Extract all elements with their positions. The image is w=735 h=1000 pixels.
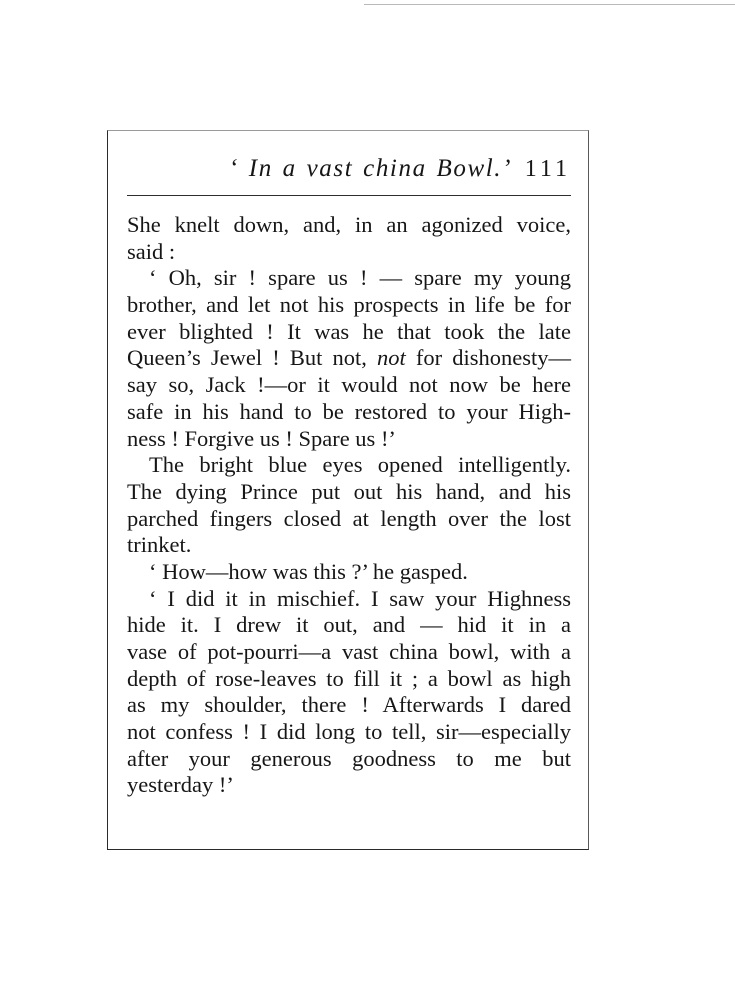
text-line: ‘ I did it in mischief. I saw your Highness xyxy=(149,585,571,611)
text-line: safe in his hand to be restored to your High- xyxy=(127,398,571,424)
top-edge-rule xyxy=(364,4,735,5)
text-line: as my shoulder, there ! Afterwards I dared xyxy=(127,692,571,718)
text-line xyxy=(127,345,571,372)
text-line: She knelt down, and, in an agonized voice, xyxy=(127,212,571,237)
text-line: yesterday !’ xyxy=(127,772,234,798)
text-line: after your generous goodness to me but xyxy=(127,745,571,771)
text-segment: for dishonesty— xyxy=(405,345,571,371)
text-line: hide it. I drew it out, and — hid it in a xyxy=(127,612,571,638)
text-line: not confess ! I did long to tell, sir—especially xyxy=(127,719,571,745)
text-line: trinket. xyxy=(127,532,192,558)
text-line: The dying Prince put out his hand, and his xyxy=(127,478,571,504)
text-segment: Queen’s Jewel ! But not, xyxy=(127,345,377,371)
text-line: ‘ Oh, sir ! spare us ! — spare my young xyxy=(149,265,571,291)
running-head xyxy=(127,152,571,186)
running-title: ‘ In a vast china Bowl.’ xyxy=(229,155,513,182)
text-line: parched fingers closed at length over the lost xyxy=(127,505,571,531)
text-line: ness ! Forgive us ! Spare us !’ xyxy=(127,425,396,451)
header-rule xyxy=(127,195,571,196)
text-line: ever blighted ! It was he that took the late xyxy=(127,318,571,344)
page-number: 111 xyxy=(524,156,571,182)
text-line: vase of pot-pourri—a vast china bowl, with a xyxy=(127,639,571,664)
text-line: say so, Jack !—or it would not now be here xyxy=(127,372,571,398)
text-line: said : xyxy=(127,238,176,264)
body-text xyxy=(127,212,571,799)
text-line: The bright blue eyes opened intelligently. xyxy=(149,452,571,478)
italic-emphasis: not xyxy=(376,345,406,371)
text-line: ‘ How—how was this ?’ he gasped. xyxy=(149,558,468,584)
text-line: brother, and let not his prospects in life be for xyxy=(127,292,571,318)
text-line: depth of rose-leaves to fill it ; a bowl as high xyxy=(127,665,571,691)
